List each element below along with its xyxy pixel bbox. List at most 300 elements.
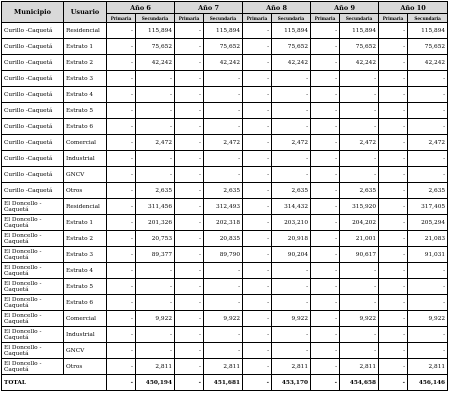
value-cell: 2,472 <box>136 135 175 151</box>
value-cell: - <box>175 327 204 343</box>
value-cell: - <box>379 71 408 87</box>
usuario-cell: Comercial <box>64 135 107 151</box>
value-cell: - <box>408 327 448 343</box>
value-cell: - <box>379 199 408 215</box>
value-cell: - <box>311 135 340 151</box>
value-cell: 2,811 <box>136 359 175 375</box>
municipio-cell: El Doncello - Caquetá <box>2 311 64 327</box>
municipio-cell: El Doncello - Caquetá <box>2 359 64 375</box>
table-body <box>2 23 448 391</box>
value-cell: - <box>340 87 379 103</box>
value-cell: - <box>175 215 204 231</box>
value-cell: - <box>272 87 311 103</box>
table-row <box>2 199 448 215</box>
value-cell: - <box>408 119 448 135</box>
value-cell: - <box>175 231 204 247</box>
subheader-secundaria: Secundaria <box>340 14 379 23</box>
value-cell: - <box>272 343 311 359</box>
value-cell: 317,405 <box>408 199 448 215</box>
table-row <box>2 87 448 103</box>
usuario-cell: Estrato 3 <box>64 247 107 263</box>
value-cell: - <box>243 343 272 359</box>
municipio-cell: Curillo -Caquetá <box>2 39 64 55</box>
value-cell: - <box>175 279 204 295</box>
value-cell: - <box>272 263 311 279</box>
usuario-cell: GNCV <box>64 167 107 183</box>
value-cell: - <box>340 167 379 183</box>
usuario-cell: Estrato 5 <box>64 103 107 119</box>
value-cell: - <box>408 295 448 311</box>
value-cell: 2,811 <box>204 359 243 375</box>
subheader-primaria: Primaria <box>311 14 340 23</box>
value-cell: 202,318 <box>204 215 243 231</box>
value-cell: - <box>204 343 243 359</box>
usuario-cell: Estrato 3 <box>64 71 107 87</box>
municipio-cell: El Doncello - Caquetá <box>2 231 64 247</box>
value-cell: - <box>311 167 340 183</box>
value-cell: - <box>175 71 204 87</box>
value-cell: - <box>379 55 408 71</box>
value-cell: - <box>311 87 340 103</box>
value-cell: 2,635 <box>408 183 448 199</box>
usuario-cell: Industrial <box>64 327 107 343</box>
value-cell: - <box>311 247 340 263</box>
value-cell: - <box>340 295 379 311</box>
value-cell: - <box>311 55 340 71</box>
value-cell: - <box>136 119 175 135</box>
municipio-cell: Curillo -Caquetá <box>2 135 64 151</box>
value-cell: - <box>243 55 272 71</box>
header-year: Año 7 <box>175 2 243 14</box>
value-cell: - <box>136 343 175 359</box>
usuario-cell: Estrato 4 <box>64 263 107 279</box>
value-cell: 75,652 <box>408 39 448 55</box>
value-cell: 312,493 <box>204 199 243 215</box>
value-cell: 205,294 <box>408 215 448 231</box>
header-usuario: Usuario <box>64 2 107 23</box>
total-value-cell: 450,194 <box>136 375 175 391</box>
table-row <box>2 55 448 71</box>
usuario-cell: Estrato 1 <box>64 215 107 231</box>
municipio-cell: Curillo -Caquetá <box>2 119 64 135</box>
value-cell: - <box>379 119 408 135</box>
value-cell: - <box>340 279 379 295</box>
value-cell: - <box>204 327 243 343</box>
value-cell: - <box>204 167 243 183</box>
table-row <box>2 167 448 183</box>
value-cell: 2,472 <box>204 135 243 151</box>
value-cell: - <box>175 183 204 199</box>
value-cell: - <box>243 23 272 39</box>
value-cell: - <box>175 55 204 71</box>
value-cell: - <box>136 327 175 343</box>
value-cell: - <box>175 263 204 279</box>
value-cell: - <box>311 295 340 311</box>
value-cell: - <box>175 343 204 359</box>
value-cell: - <box>204 295 243 311</box>
value-cell: - <box>311 359 340 375</box>
value-cell: 9,922 <box>136 311 175 327</box>
value-cell: - <box>379 327 408 343</box>
value-cell: - <box>408 167 448 183</box>
value-cell: - <box>107 231 136 247</box>
value-cell: - <box>175 87 204 103</box>
value-cell: - <box>243 295 272 311</box>
value-cell: - <box>408 103 448 119</box>
usuario-cell: Estrato 4 <box>64 87 107 103</box>
value-cell: - <box>379 247 408 263</box>
value-cell: 115,894 <box>204 23 243 39</box>
usuario-cell: Industrial <box>64 151 107 167</box>
total-label: TOTAL <box>2 375 107 391</box>
municipio-cell: Curillo -Caquetá <box>2 183 64 199</box>
value-cell: - <box>243 215 272 231</box>
value-cell: - <box>379 183 408 199</box>
value-cell: 2,811 <box>340 359 379 375</box>
value-cell: 2,811 <box>272 359 311 375</box>
total-value-cell: - <box>107 375 136 391</box>
value-cell: 2,635 <box>204 183 243 199</box>
usuario-cell: Otros <box>64 359 107 375</box>
value-cell: - <box>107 55 136 71</box>
value-cell: - <box>379 311 408 327</box>
usuario-cell: Otros <box>64 183 107 199</box>
municipio-cell: El Doncello - Caquetá <box>2 343 64 359</box>
value-cell: - <box>272 103 311 119</box>
value-cell: - <box>379 359 408 375</box>
value-cell: 315,920 <box>340 199 379 215</box>
total-value-cell: - <box>175 375 204 391</box>
value-cell: 90,617 <box>340 247 379 263</box>
table-row <box>2 311 448 327</box>
value-cell: - <box>408 71 448 87</box>
value-cell: - <box>204 87 243 103</box>
value-cell: 90,204 <box>272 247 311 263</box>
value-cell: - <box>175 39 204 55</box>
value-cell: - <box>107 343 136 359</box>
usuario-cell: Estrato 5 <box>64 279 107 295</box>
total-value-cell: 456,146 <box>408 375 448 391</box>
total-value-cell: - <box>379 375 408 391</box>
value-cell: 89,790 <box>204 247 243 263</box>
value-cell: 115,894 <box>408 23 448 39</box>
value-cell: 75,652 <box>136 39 175 55</box>
value-cell: - <box>175 23 204 39</box>
value-cell: - <box>311 311 340 327</box>
value-cell: - <box>243 231 272 247</box>
subheader-primaria: Primaria <box>243 14 272 23</box>
value-cell: - <box>107 327 136 343</box>
value-cell: - <box>379 279 408 295</box>
value-cell: - <box>243 119 272 135</box>
value-cell: - <box>311 23 340 39</box>
usuario-cell: Estrato 6 <box>64 295 107 311</box>
value-cell: 42,242 <box>340 55 379 71</box>
value-cell: - <box>311 327 340 343</box>
value-cell: 21,001 <box>340 231 379 247</box>
value-cell: - <box>379 263 408 279</box>
usuario-cell: GNCV <box>64 343 107 359</box>
value-cell: - <box>175 199 204 215</box>
value-cell: 91,031 <box>408 247 448 263</box>
value-cell: - <box>311 263 340 279</box>
value-cell: - <box>311 71 340 87</box>
value-cell: - <box>379 23 408 39</box>
value-cell: - <box>311 231 340 247</box>
data-table-container <box>1 1 448 391</box>
value-cell: - <box>136 103 175 119</box>
table-row <box>2 119 448 135</box>
value-cell: - <box>107 263 136 279</box>
value-cell: 115,894 <box>136 23 175 39</box>
value-cell: - <box>175 135 204 151</box>
municipio-cell: El Doncello - Caquetá <box>2 279 64 295</box>
table-row <box>2 39 448 55</box>
subheader-secundaria: Secundaria <box>408 14 448 23</box>
value-cell: 42,242 <box>204 55 243 71</box>
usuario-cell: Comercial <box>64 311 107 327</box>
value-cell: - <box>107 151 136 167</box>
value-cell: 2,635 <box>136 183 175 199</box>
table-row <box>2 279 448 295</box>
value-cell: - <box>272 119 311 135</box>
value-cell: - <box>136 167 175 183</box>
value-cell: - <box>107 183 136 199</box>
value-cell: - <box>272 167 311 183</box>
value-cell: 75,652 <box>272 39 311 55</box>
total-value-cell: 451,681 <box>204 375 243 391</box>
total-value-cell: 454,658 <box>340 375 379 391</box>
value-cell: - <box>243 167 272 183</box>
value-cell: - <box>379 167 408 183</box>
table-row <box>2 263 448 279</box>
value-cell: 9,922 <box>408 311 448 327</box>
value-cell: - <box>243 263 272 279</box>
value-cell: - <box>311 215 340 231</box>
total-row <box>2 375 448 391</box>
value-cell: - <box>311 39 340 55</box>
value-cell: - <box>107 71 136 87</box>
value-cell: - <box>379 39 408 55</box>
value-cell: 9,922 <box>340 311 379 327</box>
subheader-secundaria: Secundaria <box>204 14 243 23</box>
value-cell: - <box>340 151 379 167</box>
value-cell: 314,432 <box>272 199 311 215</box>
value-cell: 2,472 <box>408 135 448 151</box>
value-cell: - <box>243 71 272 87</box>
value-cell: - <box>311 343 340 359</box>
value-cell: - <box>136 279 175 295</box>
subheader-secundaria: Secundaria <box>272 14 311 23</box>
header-year: Año 10 <box>379 2 448 14</box>
value-cell: 20,918 <box>272 231 311 247</box>
header-municipio: Municipio <box>2 2 64 23</box>
table-row <box>2 247 448 263</box>
value-cell: 203,210 <box>272 215 311 231</box>
value-cell: - <box>204 103 243 119</box>
municipio-cell: Curillo -Caquetá <box>2 167 64 183</box>
usuario-cell: Estrato 2 <box>64 55 107 71</box>
value-cell: - <box>175 311 204 327</box>
value-cell: - <box>243 247 272 263</box>
value-cell: 115,894 <box>340 23 379 39</box>
value-cell: - <box>379 231 408 247</box>
value-cell: - <box>175 167 204 183</box>
value-cell: - <box>340 327 379 343</box>
value-cell: - <box>243 87 272 103</box>
value-cell: - <box>175 103 204 119</box>
table-row <box>2 183 448 199</box>
value-cell: - <box>107 199 136 215</box>
header-year: Año 9 <box>311 2 379 14</box>
value-cell: - <box>243 135 272 151</box>
value-cell: - <box>311 199 340 215</box>
value-cell: - <box>243 359 272 375</box>
value-cell: 42,242 <box>136 55 175 71</box>
value-cell: 9,922 <box>204 311 243 327</box>
value-cell: - <box>204 263 243 279</box>
municipio-cell: El Doncello - Caquetá <box>2 263 64 279</box>
value-cell: - <box>311 103 340 119</box>
value-cell: - <box>107 279 136 295</box>
value-cell: - <box>243 327 272 343</box>
value-cell: - <box>175 295 204 311</box>
value-cell: - <box>136 151 175 167</box>
value-cell: - <box>340 119 379 135</box>
value-cell: 204,202 <box>340 215 379 231</box>
value-cell: - <box>272 327 311 343</box>
value-cell: 75,652 <box>340 39 379 55</box>
value-cell: 311,456 <box>136 199 175 215</box>
value-cell: - <box>107 311 136 327</box>
value-cell: - <box>136 295 175 311</box>
value-cell: - <box>204 71 243 87</box>
usuario-cell: Estrato 1 <box>64 39 107 55</box>
municipio-cell: El Doncello - Caquetá <box>2 295 64 311</box>
value-cell: - <box>243 279 272 295</box>
table-row <box>2 151 448 167</box>
subheader-secundaria: Secundaria <box>136 14 175 23</box>
projection-table <box>1 1 448 391</box>
usuario-cell: Estrato 6 <box>64 119 107 135</box>
value-cell: - <box>408 151 448 167</box>
value-cell: - <box>379 343 408 359</box>
total-value-cell: - <box>311 375 340 391</box>
value-cell: - <box>204 279 243 295</box>
value-cell: - <box>175 151 204 167</box>
total-value-cell: 453,170 <box>272 375 311 391</box>
value-cell: - <box>243 39 272 55</box>
value-cell: - <box>272 279 311 295</box>
value-cell: - <box>408 87 448 103</box>
value-cell: - <box>243 103 272 119</box>
value-cell: - <box>340 103 379 119</box>
value-cell: - <box>107 103 136 119</box>
header-year: Año 6 <box>107 2 175 14</box>
value-cell: 21,083 <box>408 231 448 247</box>
value-cell: - <box>379 215 408 231</box>
municipio-cell: Curillo -Caquetá <box>2 87 64 103</box>
municipio-cell: Curillo -Caquetá <box>2 103 64 119</box>
subheader-primaria: Primaria <box>379 14 408 23</box>
value-cell: 2,472 <box>340 135 379 151</box>
value-cell: - <box>243 311 272 327</box>
value-cell: - <box>311 119 340 135</box>
value-cell: - <box>243 183 272 199</box>
value-cell: - <box>175 247 204 263</box>
table-row <box>2 215 448 231</box>
table-row <box>2 23 448 39</box>
value-cell: 20,753 <box>136 231 175 247</box>
value-cell: - <box>107 87 136 103</box>
value-cell: 42,242 <box>408 55 448 71</box>
municipio-cell: El Doncello - Caquetá <box>2 199 64 215</box>
subheader-primaria: Primaria <box>175 14 204 23</box>
municipio-cell: El Doncello - Caquetá <box>2 247 64 263</box>
value-cell: 201,326 <box>136 215 175 231</box>
value-cell: - <box>175 359 204 375</box>
value-cell: - <box>136 71 175 87</box>
table-row <box>2 327 448 343</box>
value-cell: 2,472 <box>272 135 311 151</box>
value-cell: - <box>204 151 243 167</box>
value-cell: - <box>311 151 340 167</box>
value-cell: - <box>311 183 340 199</box>
value-cell: - <box>379 295 408 311</box>
table-row <box>2 135 448 151</box>
municipio-cell: Curillo -Caquetá <box>2 71 64 87</box>
municipio-cell: El Doncello - Caquetá <box>2 327 64 343</box>
table-row <box>2 71 448 87</box>
usuario-cell: Residencial <box>64 199 107 215</box>
value-cell: - <box>272 71 311 87</box>
municipio-cell: Curillo -Caquetá <box>2 151 64 167</box>
value-cell: 9,922 <box>272 311 311 327</box>
value-cell: - <box>340 343 379 359</box>
value-cell: 20,835 <box>204 231 243 247</box>
value-cell: - <box>311 279 340 295</box>
value-cell: 75,652 <box>204 39 243 55</box>
value-cell: - <box>136 263 175 279</box>
value-cell: - <box>379 151 408 167</box>
value-cell: - <box>408 263 448 279</box>
municipio-cell: Curillo -Caquetá <box>2 23 64 39</box>
value-cell: - <box>379 103 408 119</box>
table-row <box>2 295 448 311</box>
municipio-cell: Curillo -Caquetá <box>2 55 64 71</box>
value-cell: - <box>107 135 136 151</box>
header-row <box>2 2 448 14</box>
value-cell: - <box>107 39 136 55</box>
value-cell: - <box>107 119 136 135</box>
table-row <box>2 103 448 119</box>
value-cell: - <box>107 247 136 263</box>
table-row <box>2 343 448 359</box>
header-year: Año 8 <box>243 2 311 14</box>
value-cell: - <box>107 359 136 375</box>
value-cell: - <box>175 119 204 135</box>
value-cell: - <box>243 199 272 215</box>
value-cell: - <box>272 151 311 167</box>
value-cell: - <box>340 263 379 279</box>
table-row <box>2 359 448 375</box>
value-cell: - <box>379 87 408 103</box>
value-cell: - <box>379 135 408 151</box>
value-cell: - <box>408 279 448 295</box>
municipio-cell: El Doncello - Caquetá <box>2 215 64 231</box>
value-cell: - <box>408 343 448 359</box>
usuario-cell: Residencial <box>64 23 107 39</box>
